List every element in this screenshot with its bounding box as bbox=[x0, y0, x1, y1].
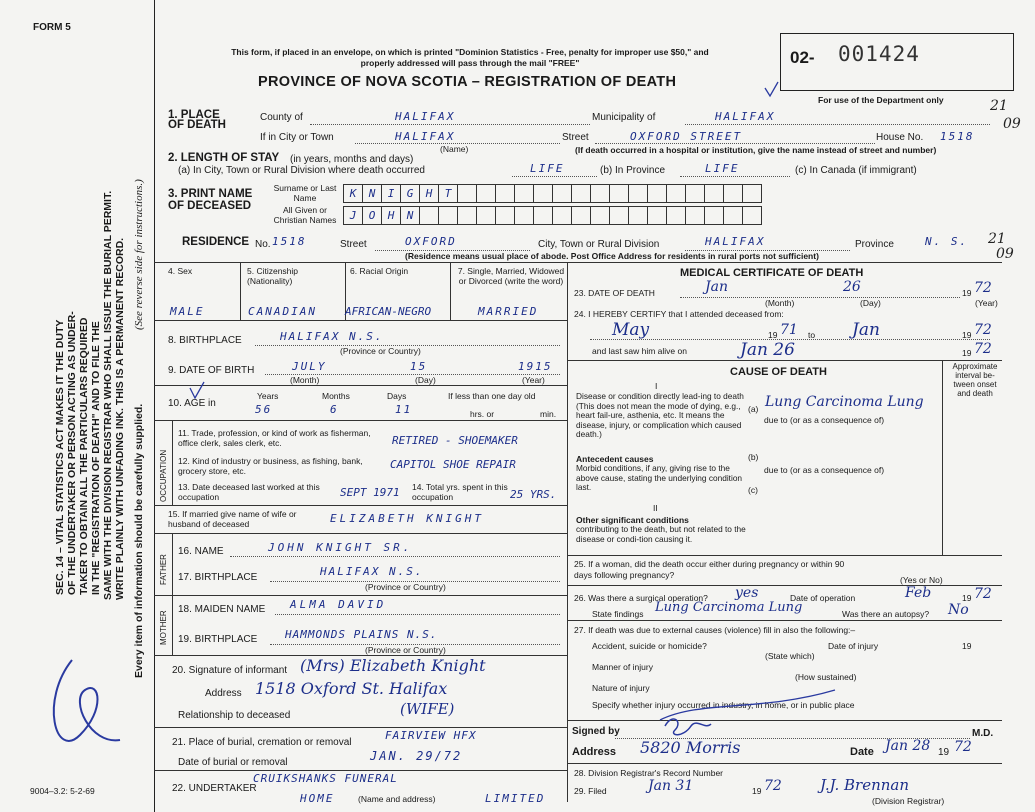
side-instruction-5: SAME WITH THE DIVISION REGISTRAR WHO SHALL ISSUE THE BURIAL PERMIT. bbox=[102, 190, 114, 600]
autopsy: No bbox=[948, 602, 969, 618]
manner-label: Manner of injury bbox=[592, 662, 653, 672]
filed-year-prefix: 19 bbox=[752, 786, 762, 796]
letter-box: K bbox=[343, 184, 363, 203]
letter-box: N bbox=[400, 206, 420, 225]
birthplace-value: HALIFAX N.S. bbox=[280, 330, 384, 343]
injury-year-prefix: 19 bbox=[962, 641, 972, 651]
side-instruction-6: WRITE PLAINLY WITH UNFADING INK. THIS IS A PERMANENT RECORD. bbox=[114, 237, 126, 600]
marital-label: 7. Single, Married, Widowed or Divorced (write the word) bbox=[457, 266, 565, 286]
county-value: HALIFAX bbox=[395, 110, 456, 123]
md-label: M.D. bbox=[972, 728, 994, 739]
residence-no: 1518 bbox=[272, 235, 307, 248]
last-seen-label: and last saw him alive on bbox=[592, 346, 687, 356]
marital-value: MARRIED bbox=[478, 305, 539, 318]
letter-box: G bbox=[400, 184, 420, 203]
racial-value: AFRICAN-NEGRO bbox=[345, 305, 432, 318]
city-value: HALIFAX bbox=[395, 130, 456, 143]
q25-label: 25. If a woman, did the death occur either during pregnancy or within 90 days following pregnancy? bbox=[574, 559, 845, 580]
undertaker-label: 22. UNDERTAKER bbox=[172, 783, 257, 794]
from-year: 71 bbox=[780, 322, 798, 338]
part-ii-label: II bbox=[653, 503, 658, 513]
dod-day-sub: (Day) bbox=[860, 298, 881, 308]
registration-prefix: 02- bbox=[790, 48, 815, 67]
due-b: due to (or as a consequence of) bbox=[764, 465, 885, 475]
residence-city: HALIFAX bbox=[705, 235, 766, 248]
mailing-notice: This form, if placed in an envelope, on which is printed "Dominion Statistics - Free, penalty for improper use $50," and properly addressed will pass through the mail "FREE" bbox=[231, 47, 709, 68]
last-year: 72 bbox=[974, 341, 992, 357]
form-label: FORM 5 bbox=[33, 22, 71, 33]
undertaker-line1: CRUIKSHANKS FUNERAL bbox=[253, 772, 398, 785]
age-less-label: If less than one day old bbox=[448, 391, 536, 401]
from-year-prefix: 19 bbox=[768, 330, 778, 340]
registrar-signature: J.J. Brennan bbox=[820, 776, 909, 794]
letter-box: J bbox=[343, 206, 363, 225]
stay-c-label: (c) In Canada (if immigrant) bbox=[795, 165, 917, 176]
form-title: PROVINCE OF NOVA SCOTIA – REGISTRATION OF DEATH bbox=[258, 74, 677, 90]
informant-sig-label: 20. Signature of informant bbox=[172, 665, 288, 676]
racial-label: 6. Racial Origin bbox=[350, 266, 409, 276]
autopsy-label: Was there an autopsy? bbox=[842, 609, 930, 619]
residence-province: N. S. bbox=[925, 235, 969, 248]
citizenship-value: CANADIAN bbox=[248, 305, 317, 318]
footer-code: 9004–3.2: 5-2-69 bbox=[30, 786, 95, 796]
stay-a-label: (a) In City, Town or Rural Division where death occurred bbox=[178, 165, 425, 176]
city-label: If in City or Town bbox=[260, 132, 334, 143]
q26-answer: yes bbox=[735, 585, 759, 601]
print-name-text: 3. PRINT NAME OF DECEASED bbox=[168, 188, 253, 212]
dod-year-sub: (Year) bbox=[975, 298, 998, 308]
side-instruction-1: SEC. 14 – VITAL STATISTICS ACT MAKES IT THE DUTY bbox=[54, 319, 66, 595]
municipality-label: Municipality of bbox=[592, 112, 656, 123]
informant-address: 1518 Oxford St. Halifax bbox=[255, 679, 448, 698]
mother-tab-label: MOTHER bbox=[159, 610, 168, 645]
dob-day-sub: (Day) bbox=[415, 375, 436, 385]
county-label: County of bbox=[260, 112, 303, 123]
undertaker-sub: (Name and address) bbox=[358, 794, 436, 804]
hospital-note: (If death occurred in a hospital or institution, give the name instead of street and number) bbox=[575, 145, 937, 155]
to-label: to bbox=[808, 330, 816, 340]
length-of-stay-label: 2. LENGTH OF STAY bbox=[168, 152, 280, 164]
how-label: (How sustained) bbox=[795, 672, 857, 682]
burial-place: FAIRVIEW HFX bbox=[385, 729, 477, 742]
injury-date-label: Date of injury bbox=[828, 641, 879, 651]
physician-address: 5820 Morris bbox=[640, 738, 741, 757]
letter-box: H bbox=[419, 184, 439, 203]
medical-title: MEDICAL CERTIFICATE OF DEATH bbox=[680, 267, 864, 279]
last-seen: Jan 26 bbox=[740, 340, 795, 360]
state-which: (State which) bbox=[765, 651, 815, 661]
accident-label: Accident, suicide or homicide? bbox=[592, 641, 707, 651]
birthplace-label: 8. BIRTHPLACE bbox=[168, 335, 242, 346]
registrar-sub: (Division Registrar) bbox=[872, 796, 945, 806]
occ11-label: 11. Trade, profession, or kind of work as fisherman, office clerk, sales clerk, etc. bbox=[178, 428, 371, 448]
dod-month: Jan bbox=[705, 279, 728, 295]
dod-label: 23. DATE OF DEATH bbox=[574, 288, 655, 298]
attended-from: May bbox=[612, 320, 650, 340]
dob-month: JULY bbox=[292, 360, 327, 373]
signed-label: Signed by bbox=[572, 726, 620, 737]
registration-number: 001424 bbox=[838, 42, 920, 66]
undertaker-line2: HOME bbox=[300, 792, 335, 805]
q27-label: 27. If death was due to external causes (violence) fill in also the following:– bbox=[574, 625, 856, 635]
age-min-label: min. bbox=[540, 409, 557, 419]
dob-day: 15 bbox=[410, 360, 428, 373]
side-instruction-2: OF THE UNDERTAKER OR PERSON ACTING AS UNDER- bbox=[66, 311, 78, 595]
margin-mark: 21 bbox=[990, 98, 1008, 114]
age-years-label: Years bbox=[257, 391, 279, 401]
direct-cause-label: Disease or condition directly lead-ing to death (This does not mean the mode of dying, e.g., heart fail-ure, asthenia, etc. It means the disease, injury, or complication which caused death.) bbox=[576, 391, 744, 439]
informant-signature: (Mrs) Elizabeth Knight bbox=[300, 656, 486, 675]
letter-box: I bbox=[381, 184, 401, 203]
margin-mark: 09 bbox=[996, 246, 1014, 262]
father-bp-sub: (Province or Country) bbox=[365, 582, 446, 592]
sex-label: 4. Sex bbox=[168, 266, 193, 276]
stay-units: (in years, months and days) bbox=[290, 154, 414, 165]
date-label: Date bbox=[850, 746, 874, 758]
q26-label: 26. Was there a surgical operation? bbox=[574, 593, 708, 603]
stay-b-value: LIFE bbox=[705, 162, 740, 175]
cause-a-marker: (a) bbox=[748, 404, 759, 414]
occupation-tab-label: OCCUPATION bbox=[159, 449, 168, 502]
department-note: For use of the Department only bbox=[818, 95, 944, 105]
mother-bp-sub: (Province or Country) bbox=[365, 645, 446, 655]
dob-year-sub: (Year) bbox=[522, 375, 545, 385]
last-year-prefix: 19 bbox=[962, 348, 972, 358]
house-value: 1518 bbox=[940, 130, 975, 143]
occ11-value: RETIRED - SHOEMAKER bbox=[392, 434, 518, 447]
to-year: 72 bbox=[974, 322, 992, 338]
side-instruction-3: TAKER TO OBTAIN ALL THE PARTICULARS REQUIRED bbox=[78, 317, 90, 595]
name-sub: (Name) bbox=[440, 144, 469, 154]
mother-name: ALMA DAVID bbox=[290, 598, 387, 611]
father-bp: HALIFAX N.S. bbox=[320, 565, 424, 578]
margin-mark: 09 bbox=[1003, 116, 1021, 132]
other-conditions-label: Other significant conditions bbox=[576, 515, 689, 525]
q25-sub: (Yes or No) bbox=[900, 575, 943, 585]
birthplace-sub: (Province or Country) bbox=[340, 346, 421, 356]
dod-day: 26 bbox=[843, 279, 861, 295]
letter-box: H bbox=[381, 206, 401, 225]
mother-name-label: 18. MAIDEN NAME bbox=[178, 604, 266, 615]
father-name-label: 16. NAME bbox=[178, 546, 224, 557]
age-days-label: Days bbox=[387, 391, 407, 401]
findings: Lung Carcinoma Lung bbox=[655, 600, 803, 615]
municipality-value: HALIFAX bbox=[715, 110, 776, 123]
spouse-label: 15. If married give name of wife or husband of deceased bbox=[168, 509, 297, 529]
cause-a: Lung Carcinoma Lung bbox=[765, 394, 924, 410]
informant-relationship: (WIFE) bbox=[400, 700, 455, 718]
side-note: Every item of information should be carefully supplied. bbox=[133, 403, 145, 678]
cause-b-marker: (b) bbox=[748, 452, 759, 462]
residence-street-label: Street bbox=[340, 239, 367, 250]
op-year-prefix: 19 bbox=[962, 593, 972, 603]
signed-year: 72 bbox=[954, 739, 972, 755]
residence-note: (Residence means usual place of abode. Post Office Address for residents in rural ports not sufficient) bbox=[405, 251, 819, 261]
dod-month-sub: (Month) bbox=[765, 298, 795, 308]
letter-box: N bbox=[362, 184, 382, 203]
letter-box: T bbox=[438, 184, 458, 203]
burial-date: JAN. 29/72 bbox=[370, 749, 463, 763]
house-label: House No. bbox=[876, 132, 924, 143]
father-name: JOHN KNIGHT SR. bbox=[268, 541, 413, 554]
antecedent-label: Antecedent causes bbox=[576, 454, 654, 464]
dob-month-sub: (Month) bbox=[290, 375, 320, 385]
street-value: OXFORD STREET bbox=[630, 130, 743, 143]
burial-place-label: 21. Place of burial, cremation or removal bbox=[172, 737, 352, 748]
specify-label: Specify whether injury occurred in industry, in home, or in public place bbox=[592, 700, 855, 710]
occ13-label: 13. Date deceased last worked at this occupation bbox=[178, 482, 320, 502]
place-label-text: 1. PLACE OF DEATH bbox=[168, 109, 226, 131]
part-i-label: I bbox=[655, 381, 658, 391]
dob-year: 1915 bbox=[518, 360, 553, 373]
cause-title: CAUSE OF DEATH bbox=[730, 366, 827, 378]
mother-bp-label: 19. BIRTHPLACE bbox=[178, 634, 258, 645]
burial-date-label: Date of burial or removal bbox=[178, 757, 288, 768]
residence-label: RESIDENCE bbox=[182, 236, 250, 248]
citizenship-label: 5. Citizenship (Nationality) bbox=[247, 266, 299, 286]
attended-to: Jan bbox=[852, 320, 880, 340]
signed-year-prefix: 19 bbox=[938, 747, 950, 758]
residence-province-label: Province bbox=[855, 239, 894, 250]
residence-street: OXFORD bbox=[405, 235, 457, 248]
signed-date: Jan 28 bbox=[885, 738, 931, 754]
occ14-value: 25 YRS. bbox=[510, 488, 557, 501]
age-label: 10. AGE in bbox=[168, 398, 216, 409]
filed-date: Jan 31 bbox=[648, 778, 694, 794]
occ13-value: SEPT 1971 bbox=[340, 486, 400, 499]
address-label: Address bbox=[572, 746, 617, 758]
occ14-label: 14. Total yrs. spent in this occupation bbox=[412, 482, 508, 502]
due-a: due to (or as a consequence of) bbox=[764, 415, 885, 425]
occ12-value: CAPITOL SHOE REPAIR bbox=[390, 458, 516, 471]
filed-label: 29. Filed bbox=[574, 786, 607, 796]
cause-c-marker: (c) bbox=[748, 485, 758, 495]
op-date-label: Date of operation bbox=[790, 593, 856, 603]
nature-label: Nature of injury bbox=[592, 683, 650, 693]
sex-value: MALE bbox=[170, 305, 205, 318]
father-bp-label: 17. BIRTHPLACE bbox=[178, 572, 258, 583]
certify-label: 24. I HEREBY CERTIFY that I attended deceased from: bbox=[574, 309, 784, 319]
informant-rel-label: Relationship to deceased bbox=[178, 710, 291, 721]
antecedent-desc: Morbid conditions, if any, giving rise to the above cause, stating the underlying condition last. bbox=[576, 463, 743, 492]
filed-year: 72 bbox=[764, 778, 782, 794]
occ12-label: 12. Kind of industry or business, as fishing, bank, grocery store, etc. bbox=[178, 456, 363, 476]
informant-addr-label: Address bbox=[205, 688, 242, 699]
age-months: 6 bbox=[330, 403, 339, 416]
age-months-label: Months bbox=[322, 391, 350, 401]
margin-mark: 21 bbox=[988, 231, 1006, 247]
letter-box: O bbox=[362, 206, 382, 225]
stay-b-label: (b) In Province bbox=[600, 165, 666, 176]
given-label: All Given or Christian Names bbox=[273, 205, 337, 225]
father-tab-label: FATHER bbox=[159, 554, 168, 585]
dod-year-prefix: 19 bbox=[962, 288, 972, 298]
op-year: 72 bbox=[974, 586, 992, 602]
record-number-label: 28. Division Registrar's Record Number bbox=[574, 768, 724, 778]
street-label: Street bbox=[562, 132, 589, 143]
to-year-prefix: 19 bbox=[962, 330, 972, 340]
age-hrs-label: hrs. or bbox=[470, 409, 495, 419]
age-days: 11 bbox=[395, 403, 413, 416]
interval-label: Approximate interval be-tween onset and death bbox=[952, 362, 998, 398]
dob-label: 9. DATE OF BIRTH bbox=[168, 365, 255, 376]
other-conditions-desc: contributing to the death, but not related to the disease or condi-tion causing it. bbox=[576, 524, 746, 544]
spouse-value: ELIZABETH KNIGHT bbox=[330, 512, 484, 525]
stay-a-value: LIFE bbox=[530, 162, 565, 175]
surname-label: Surname or Last Name bbox=[273, 183, 337, 203]
findings-label: State findings bbox=[592, 609, 644, 619]
side-instruction-4: IN THE "REGISTRATION OF DEATH" AND TO FILE THE bbox=[90, 321, 102, 595]
side-instruction-note: (See reverse side for instructions.) bbox=[133, 179, 145, 330]
dod-year: 72 bbox=[974, 280, 992, 296]
undertaker-line3: LIMITED bbox=[485, 792, 546, 805]
age-years: 56 bbox=[255, 403, 273, 416]
mother-bp: HAMMONDS PLAINS N.S. bbox=[285, 628, 438, 641]
residence-no-label: No. bbox=[255, 239, 271, 250]
op-date: Feb bbox=[905, 585, 932, 601]
residence-city-label: City, Town or Rural Division bbox=[538, 239, 660, 250]
